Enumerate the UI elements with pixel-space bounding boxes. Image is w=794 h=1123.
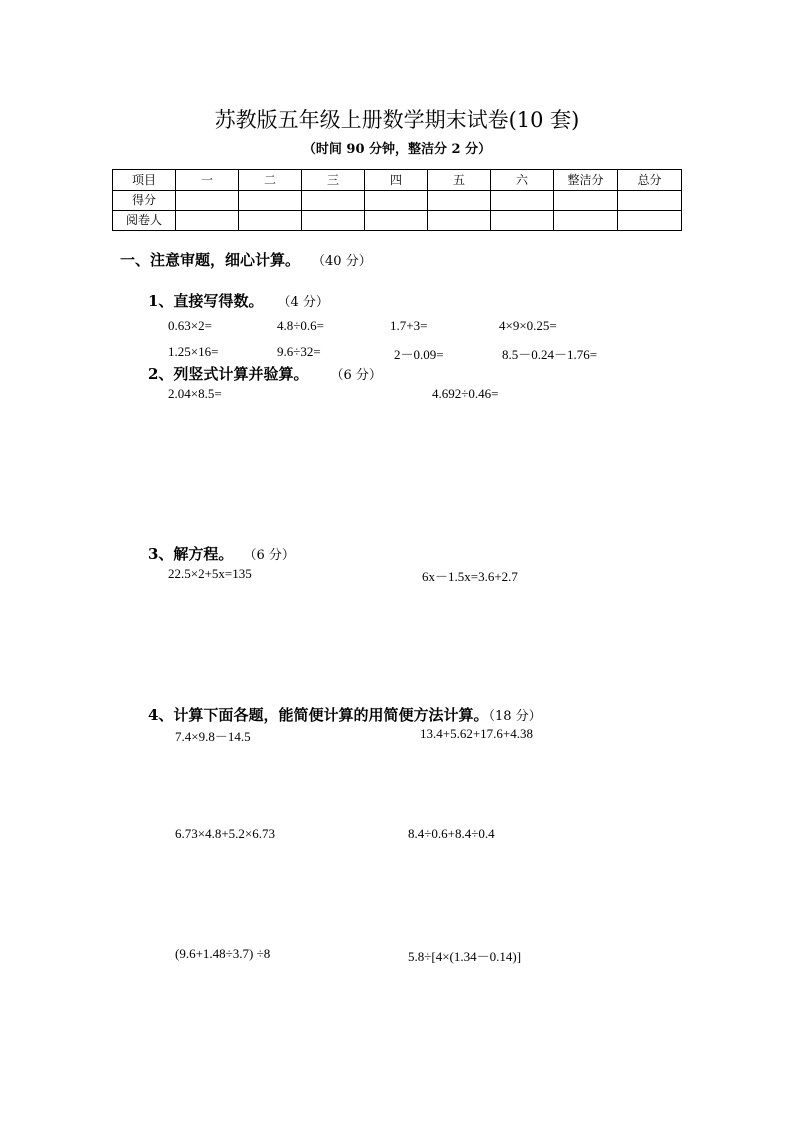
grader-cell[interactable] xyxy=(302,211,365,231)
q1-heading xyxy=(148,290,329,311)
q1-item: 0.63×2= xyxy=(168,318,212,333)
grader-cell[interactable] xyxy=(176,211,239,231)
score-table-row-label: 阅卷人 xyxy=(113,211,176,231)
q4-item: 13.4+5.62+17.6+4.38 xyxy=(420,726,533,741)
score-table-header-cell: 四 xyxy=(365,170,428,191)
q4-item: 8.4÷0.6+8.4÷0.4 xyxy=(408,826,495,841)
grader-cell[interactable] xyxy=(365,211,428,231)
grader-cell[interactable] xyxy=(491,211,554,231)
score-cell[interactable] xyxy=(302,191,365,211)
score-table-header-cell: 总分 xyxy=(618,170,682,191)
score-cell[interactable] xyxy=(618,191,682,211)
q1-points: （4 分） xyxy=(277,295,329,310)
q2-points: （6 分） xyxy=(330,368,382,383)
score-cell[interactable] xyxy=(554,191,618,211)
q4-heading xyxy=(148,704,542,725)
q3-item: 6x－1.5x=3.6+2.7 xyxy=(422,569,518,584)
page-title: 苏教版五年级上册数学期末试卷(10 套) xyxy=(214,108,580,132)
q3-item: 22.5×2+5x=135 xyxy=(168,566,252,581)
q1-item: 1.25×16= xyxy=(168,344,219,359)
q2-item: 2.04×8.5= xyxy=(168,386,222,401)
page-subtitle: （时间 90 分钟，整洁分 2 分） xyxy=(302,142,492,157)
score-table-header-cell: 三 xyxy=(302,170,365,191)
grader-cell[interactable] xyxy=(618,211,682,231)
section-1-points: （40 分） xyxy=(312,254,372,269)
q4-item: 7.4×9.8－14.5 xyxy=(175,729,251,744)
score-table-row-label: 得分 xyxy=(113,191,176,211)
q1-item: 4×9×0.25= xyxy=(499,318,557,333)
section-1-heading xyxy=(120,249,372,270)
score-cell[interactable] xyxy=(491,191,554,211)
q2-item: 4.692÷0.46= xyxy=(432,386,499,401)
q4-item: (9.6+1.48÷3.7) ÷8 xyxy=(175,946,271,961)
score-cell[interactable] xyxy=(176,191,239,211)
q3-heading xyxy=(148,543,295,564)
q2-title: 2、列竖式计算并验算。 xyxy=(148,365,309,383)
score-table-header-cell: 一 xyxy=(176,170,239,191)
score-cell[interactable] xyxy=(365,191,428,211)
score-table-header-cell: 六 xyxy=(491,170,554,191)
score-table-header-cell: 五 xyxy=(428,170,491,191)
q1-item: 4.8÷0.6= xyxy=(277,318,324,333)
q2-heading xyxy=(148,363,382,384)
section-1-title: 一、注意审题，细心计算。 xyxy=(120,251,301,269)
score-table-row-grader xyxy=(113,211,682,231)
score-cell[interactable] xyxy=(428,191,491,211)
score-table-row-score xyxy=(113,191,682,211)
score-table-header-cell: 项目 xyxy=(113,170,176,191)
score-table-header-row xyxy=(113,170,682,191)
score-table xyxy=(112,169,682,231)
q1-item: 2－0.09= xyxy=(394,347,444,362)
q4-title: 4、计算下面各题，能简便计算的用简便方法计算。 xyxy=(148,706,489,724)
grader-cell[interactable] xyxy=(239,211,302,231)
q1-title: 1、直接写得数。 xyxy=(148,292,264,310)
q4-item: 6.73×4.8+5.2×6.73 xyxy=(175,826,275,841)
grader-cell[interactable] xyxy=(554,211,618,231)
q3-points: （6 分） xyxy=(243,548,295,563)
q3-title: 3、解方程。 xyxy=(148,545,234,563)
q1-item: 1.7+3= xyxy=(390,318,428,333)
score-table-header-cell: 整洁分 xyxy=(554,170,618,191)
q4-item: 5.8÷[4×(1.34－0.14)] xyxy=(408,949,522,964)
grader-cell[interactable] xyxy=(428,211,491,231)
q1-item: 8.5－0.24－1.76= xyxy=(502,347,598,362)
q1-item: 9.6÷32= xyxy=(277,344,321,359)
score-table-header-cell: 二 xyxy=(239,170,302,191)
q4-points: （18 分） xyxy=(488,709,542,724)
score-cell[interactable] xyxy=(239,191,302,211)
